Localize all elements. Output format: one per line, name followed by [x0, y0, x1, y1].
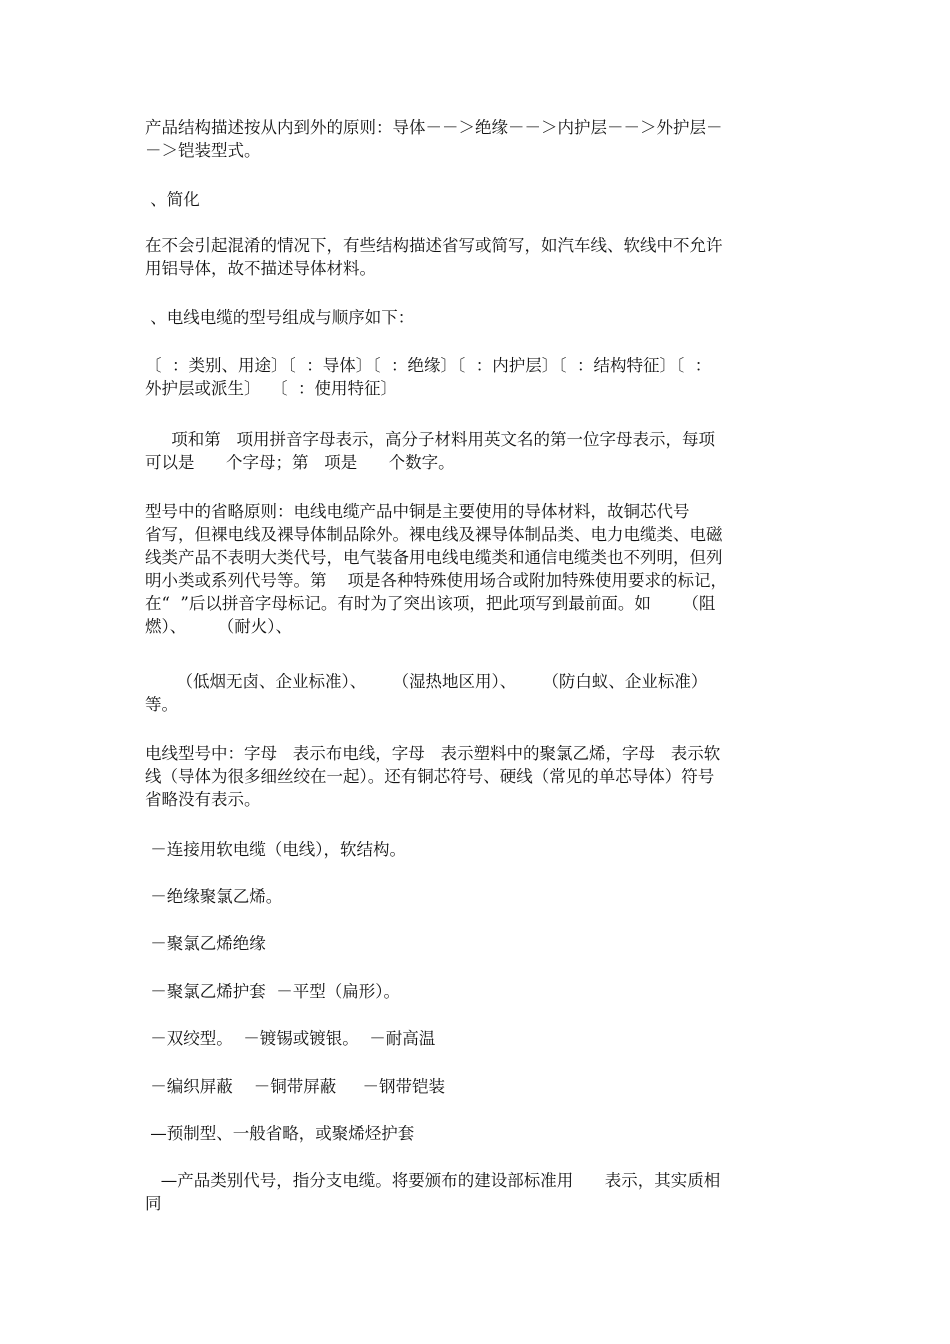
list-item-pvc-sheath: －聚氯乙烯护套 －平型（扁形）。: [145, 982, 400, 1001]
paragraph-branch-cable: —产品类别代号，指分支电缆。将要颁布的建设部标准用 表示，其实质相 同: [145, 1171, 721, 1213]
paragraph-special-marks: （低烟无卤、企业标准）、 （湿热地区用）、 （防白蚁、企业标准） 等。: [145, 672, 708, 714]
heading-simplify: 、简化: [145, 190, 200, 209]
list-item-insulation-pvc: －绝缘聚氯乙烯。: [145, 887, 283, 906]
paragraph-model-order: 〔 ：类别、用途〕〔 ：导体〕〔 ：绝缘〕〔 ：内护层〕〔 ：结构特征〕〔 ： 外护层或派生〕 〔 ：使用特征〕: [145, 356, 712, 398]
heading-model-composition: 、电线电缆的型号组成与顺序如下：: [145, 308, 415, 327]
list-item-shielding: －编织屏蔽 －铜带屏蔽 －钢带铠装: [145, 1077, 445, 1096]
paragraph-wire-model: 电线型号中：字母 表示布电线，字母 表示塑料中的聚氯乙烯，字母 表示软 线（导体为很多细丝绞在一起）。还有铜芯符号、硬线（常见的单芯导体）符号 省略没有表示。: [145, 744, 721, 809]
paragraph-structure-order: 产品结构描述按从内到外的原则：导体－－＞绝缘－－＞内护层－－＞外护层－ －＞铠装型式。: [145, 118, 723, 160]
paragraph-omission-rules: 型号中的省略原则：电线电缆产品中铜是主要使用的导体材料，故铜芯代号 省写，但裸电线及裸导体制品除外。裸电线及裸导体制品类、电力电缆类、电磁 线类产品不表明大类代号，电气装备用电线电缆类和通信电缆类也不列明，但列 明小类或系列代号等。第 项是各种特殊使用场合或附加特殊使用要求的标记， 在“ ”后以拼音字母标记。有时为了突出该项，把此项写到最前面。如 （阻 燃）、 （耐火）、: [145, 502, 727, 636]
list-item-twisted: －双绞型。 －镀锡或镀银。 －耐高温: [145, 1029, 436, 1048]
paragraph-letter-rules: 项和第 项用拼音字母表示，高分子材料用英文名的第一位字母表示，每项 可以是 个字母；第 项是 个数字。: [145, 430, 715, 472]
list-item-prefabricated: —预制型、一般省略，或聚烯烃护套: [145, 1124, 415, 1143]
list-item-pvc-insulation: －聚氯乙烯绝缘: [145, 934, 266, 953]
paragraph-simplify: 在不会引起混淆的情况下，有些结构描述省写或简写，如汽车线、软线中不允许 用铝导体，故不描述导体材料。: [145, 236, 723, 278]
list-item-flexible-cable: －连接用软电缆（电线），软结构。: [145, 840, 406, 859]
